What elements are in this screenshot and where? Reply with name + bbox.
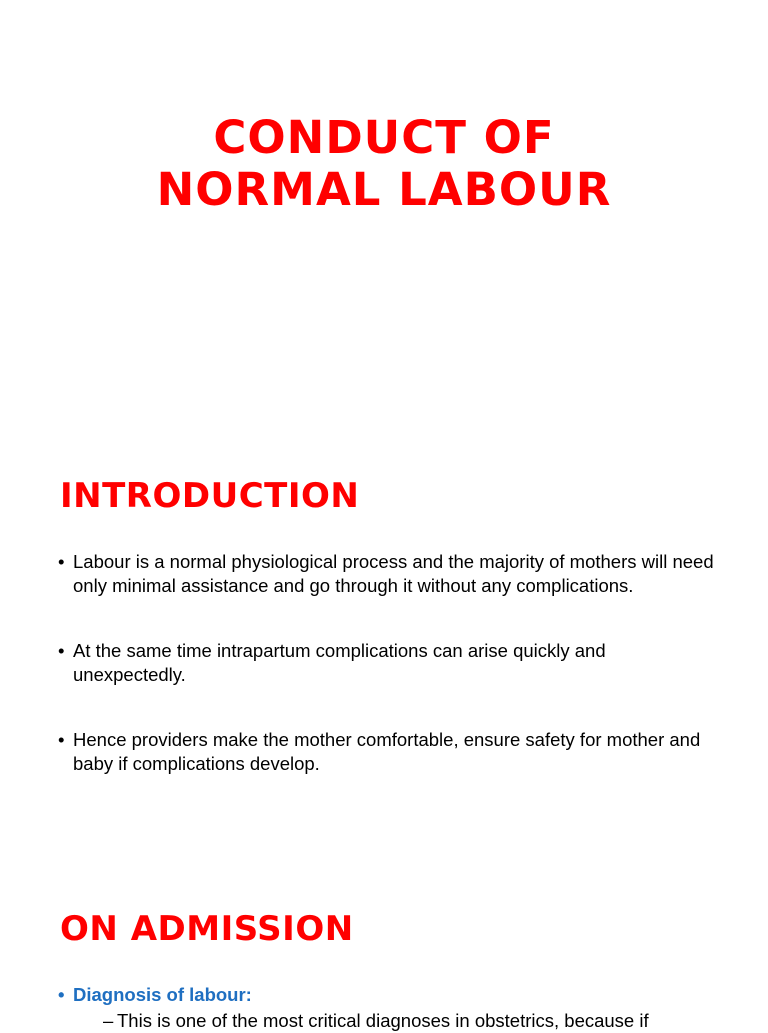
list-item: [58, 728, 718, 776]
bullet-text: Hence providers make the mother comfortable, ensure safety for mother and baby if complications develop.: [73, 729, 701, 774]
slide-title-line-2: NORMAL LABOUR: [156, 163, 612, 216]
list-item: [58, 639, 718, 687]
list-item: [58, 550, 718, 598]
admission-bullet-list: [58, 983, 718, 1033]
sub-bullet-list: [73, 1009, 718, 1033]
bullet-text: At the same time intrapartum complications can arise quickly and unexpectedly.: [73, 640, 606, 685]
sub-bullet-text: This is one of the most critical diagnoses in obstetrics, because if: [117, 1010, 649, 1031]
bullet-icon: •: [58, 640, 65, 661]
introduction-heading: INTRODUCTION: [60, 476, 360, 516]
slide-title: [0, 112, 768, 216]
slide-title-line-1: CONDUCT OF: [213, 111, 555, 164]
diagnosis-of-labour-label: Diagnosis of labour:: [73, 984, 252, 1005]
bullet-icon: •: [58, 551, 65, 572]
bullet-text: Labour is a normal physiological process and the majority of mothers will need only minimal assistance and go through it without any complications.: [73, 551, 714, 596]
dash-bullet-icon: –: [103, 1010, 114, 1031]
sub-list-item: [103, 1009, 718, 1033]
list-item: [58, 983, 718, 1033]
bullet-icon: •: [58, 984, 65, 1005]
bullet-icon: •: [58, 729, 65, 750]
admission-heading: ON ADMISSION: [60, 909, 354, 949]
introduction-bullet-list: [58, 550, 718, 776]
